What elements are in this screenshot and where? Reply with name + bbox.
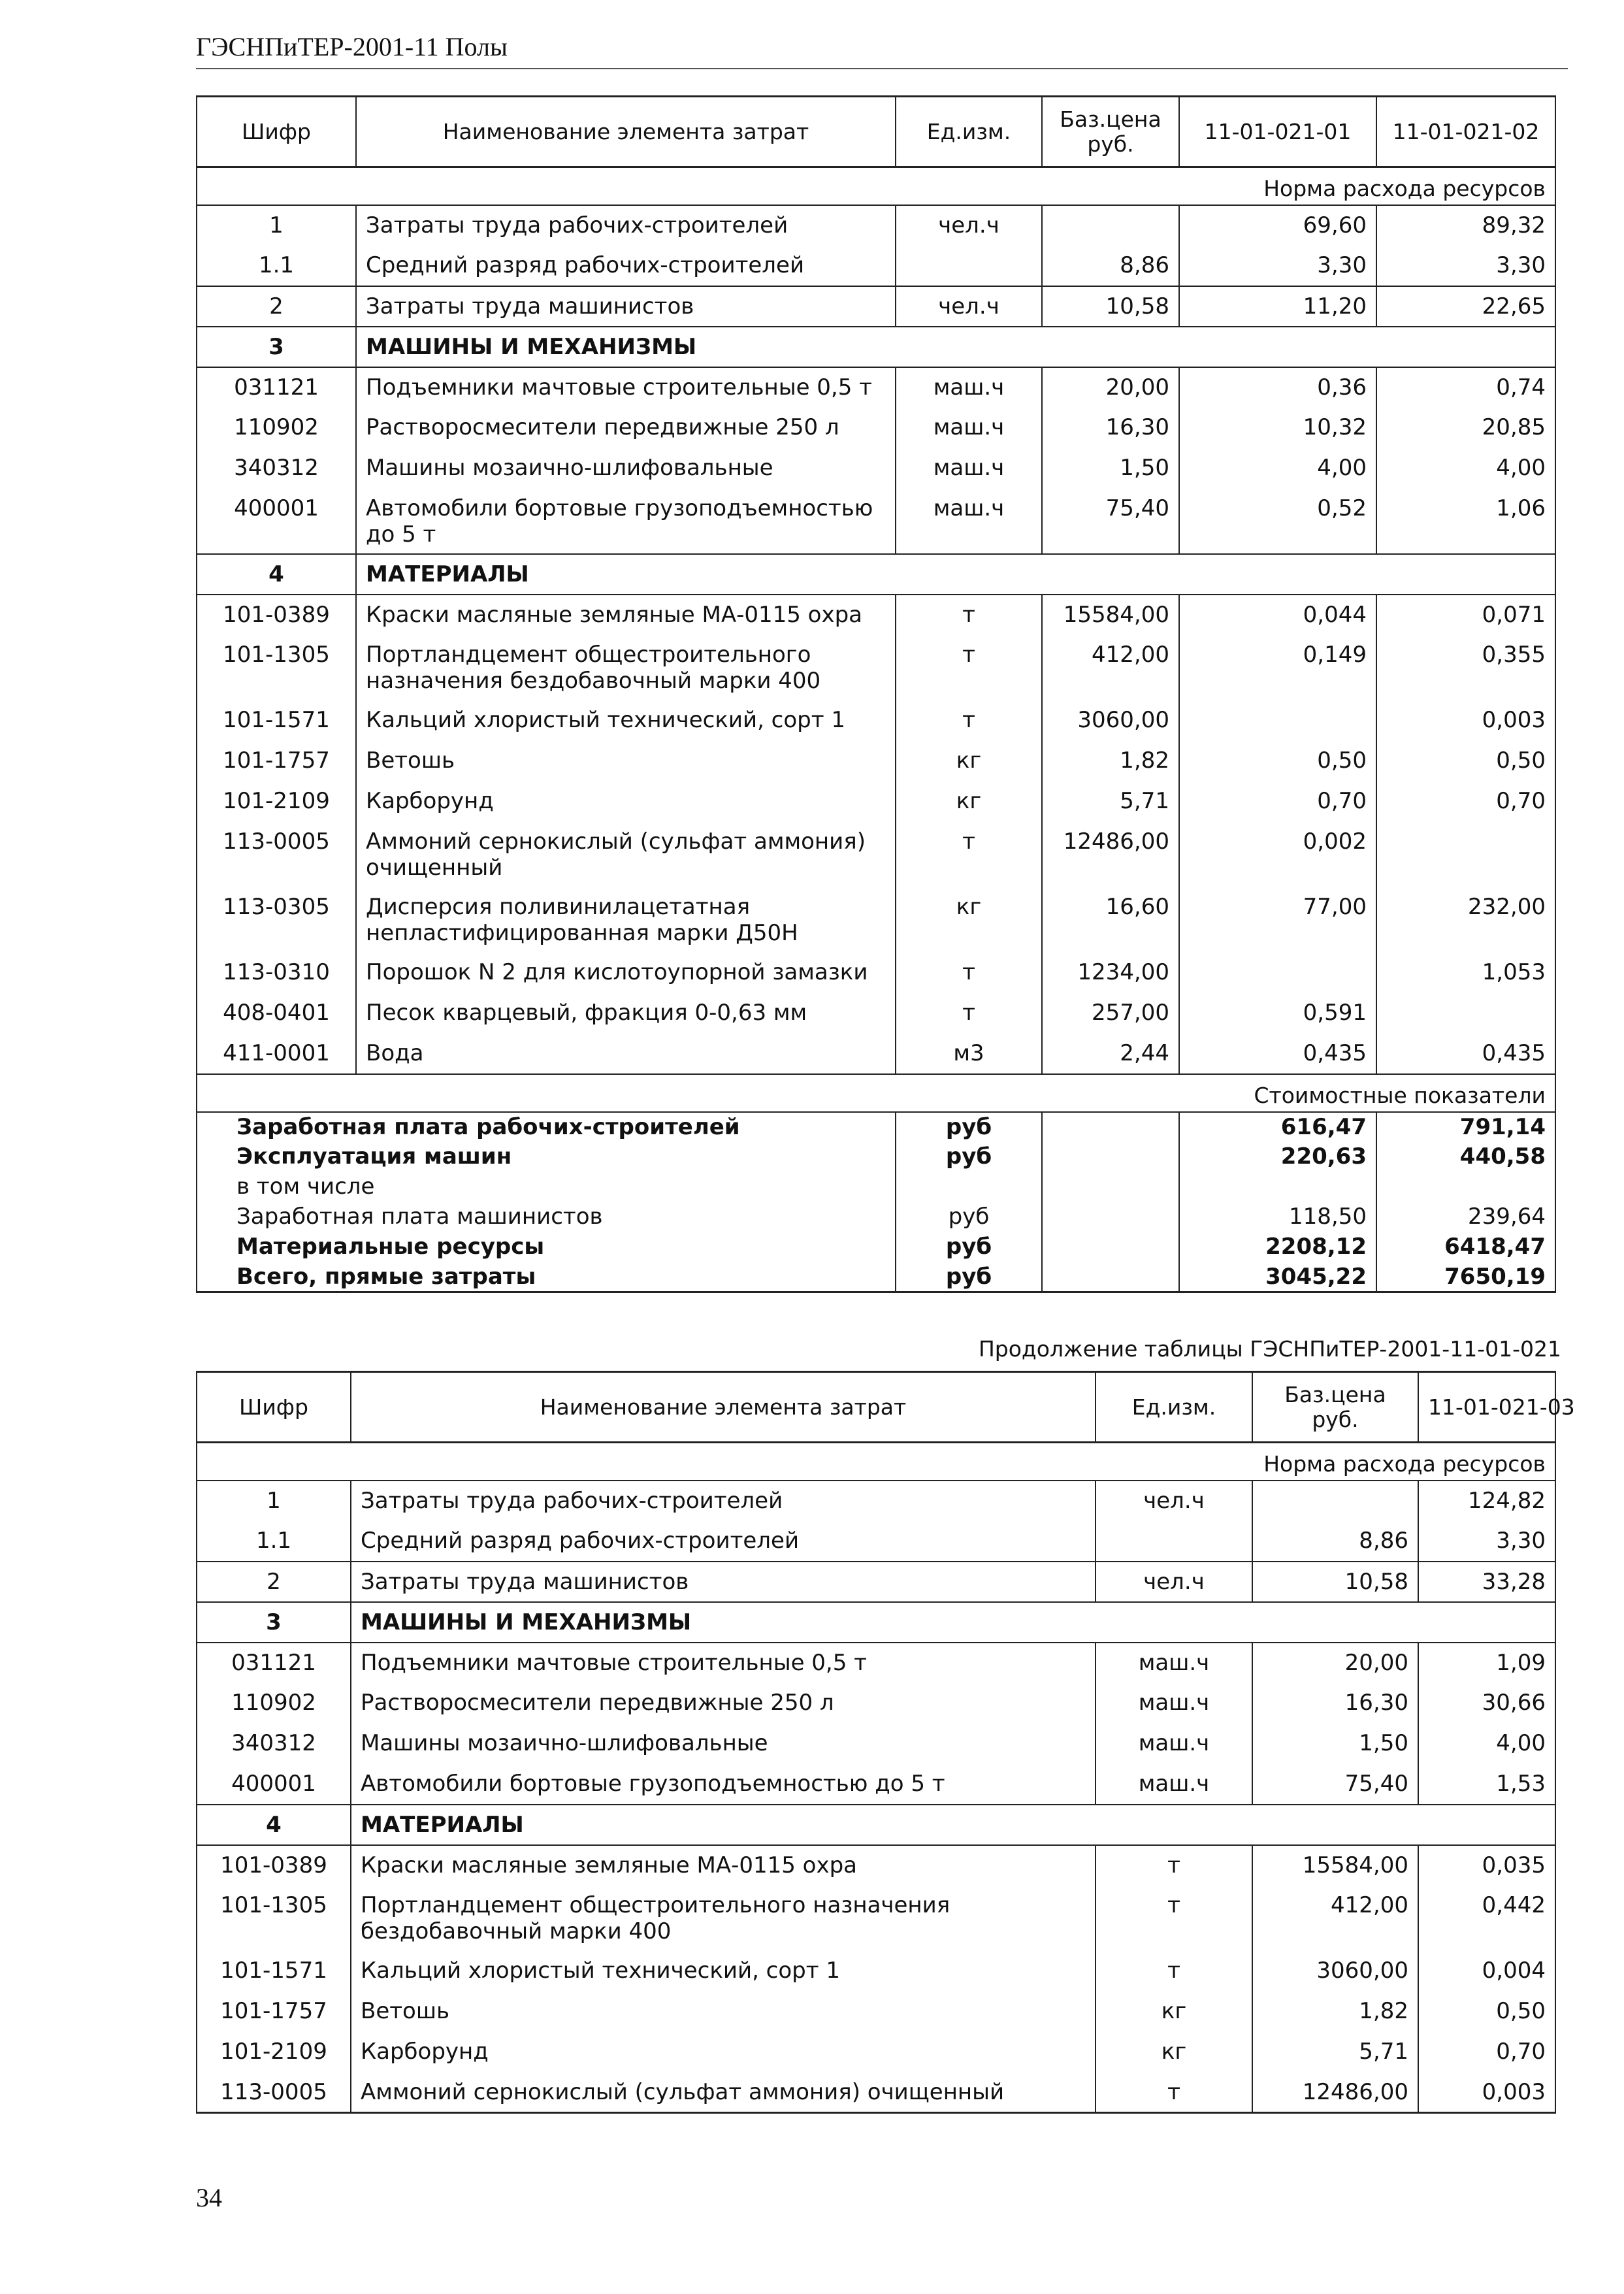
row-value-1: 0,003 bbox=[1418, 2073, 1555, 2113]
row-price bbox=[1042, 205, 1179, 246]
row-unit: кг bbox=[896, 741, 1042, 781]
row-code: 411-0001 bbox=[197, 1034, 356, 1074]
row-value-1: 77,00 bbox=[1179, 887, 1376, 953]
section-row bbox=[197, 1602, 1555, 1643]
row-price: 5,71 bbox=[1252, 2032, 1418, 2073]
col-unit-header: Ед.изм. bbox=[896, 97, 1042, 167]
col-name-header: Наименование элемента затрат bbox=[351, 1372, 1096, 1443]
row-code: 101-1757 bbox=[197, 741, 356, 781]
table-row bbox=[197, 953, 1555, 993]
row-code: 400001 bbox=[197, 1764, 351, 1805]
table-row bbox=[197, 1886, 1555, 1951]
row-unit: т bbox=[896, 993, 1042, 1034]
resource-table-1 bbox=[196, 95, 1556, 1293]
row-code: 2 bbox=[197, 286, 356, 327]
row-name: Песок кварцевый, фракция 0-0,63 мм bbox=[356, 993, 896, 1034]
row-value-2 bbox=[1376, 993, 1555, 1034]
total-price-empty bbox=[1042, 1142, 1179, 1172]
row-value-2: 89,32 bbox=[1376, 205, 1555, 246]
row-price: 8,86 bbox=[1042, 246, 1179, 286]
row-name: Дисперсия поливинилацетатная непластифицированная марки Д50Н bbox=[356, 887, 896, 953]
row-name: Аммоний сернокислый (сульфат аммония) очищенный bbox=[356, 822, 896, 887]
row-code: 340312 bbox=[197, 1724, 351, 1764]
row-code: 340312 bbox=[197, 448, 356, 489]
section-code: 4 bbox=[197, 1805, 351, 1845]
total-row bbox=[197, 1142, 1555, 1172]
row-unit: кг bbox=[896, 887, 1042, 953]
row-value-1: 0,52 bbox=[1179, 489, 1376, 554]
row-price: 75,40 bbox=[1252, 1764, 1418, 1805]
total-price-empty bbox=[1042, 1262, 1179, 1292]
col-price-header: Баз.цена руб. bbox=[1252, 1372, 1418, 1443]
row-code: 2 bbox=[197, 1562, 351, 1602]
row-value-1: 0,70 bbox=[1179, 781, 1376, 822]
section-code: 3 bbox=[197, 1602, 351, 1643]
section-code: 4 bbox=[197, 554, 356, 595]
row-name: Затраты труда машинистов bbox=[351, 1562, 1096, 1602]
page-number: 34 bbox=[196, 2183, 222, 2212]
table-row bbox=[197, 286, 1555, 327]
row-value-1: 3,30 bbox=[1179, 246, 1376, 286]
row-name: Подъемники мачтовые строительные 0,5 т bbox=[351, 1643, 1096, 1683]
section-title: МАТЕРИАЛЫ bbox=[351, 1805, 1555, 1845]
col-price-header: Баз.цена руб. bbox=[1042, 97, 1179, 167]
total-row bbox=[197, 1112, 1555, 1142]
row-code: 1.1 bbox=[197, 1521, 351, 1562]
norm-caption: Норма расхода ресурсов bbox=[197, 1443, 1555, 1481]
section-row bbox=[197, 327, 1555, 367]
row-value-1: 0,044 bbox=[1179, 595, 1376, 635]
table-row bbox=[197, 1764, 1555, 1805]
row-name: Растворосмесители передвижные 250 л bbox=[356, 408, 896, 448]
row-price: 3060,00 bbox=[1042, 700, 1179, 741]
cost-caption: Стоимостные показатели bbox=[197, 1074, 1555, 1112]
total-name: Материальные ресурсы bbox=[197, 1232, 896, 1262]
table-row bbox=[197, 781, 1555, 822]
row-value-1: 0,50 bbox=[1418, 1991, 1555, 2032]
continuation-caption: Продолжение таблицы ГЭСНПиТЕР-2001-11-01-021 bbox=[978, 1336, 1561, 1362]
row-price: 2,44 bbox=[1042, 1034, 1179, 1074]
row-code: 101-2109 bbox=[197, 2032, 351, 2073]
row-code: 113-0305 bbox=[197, 887, 356, 953]
header-rule bbox=[196, 68, 1568, 69]
norm-caption-row bbox=[197, 1443, 1555, 1481]
row-name: Затраты труда машинистов bbox=[356, 286, 896, 327]
row-unit: чел.ч bbox=[896, 205, 1042, 246]
total-value-1: 616,47 bbox=[1179, 1112, 1376, 1142]
section-title: МАШИНЫ И МЕХАНИЗМЫ bbox=[356, 327, 1555, 367]
row-name: Автомобили бортовые грузоподъемностью до 5 т bbox=[351, 1764, 1096, 1805]
row-unit: кг bbox=[1096, 1991, 1252, 2032]
row-value-2: 0,70 bbox=[1376, 781, 1555, 822]
total-unit bbox=[896, 1172, 1042, 1202]
section-title: МАШИНЫ И МЕХАНИЗМЫ bbox=[351, 1602, 1555, 1643]
row-name: Портландцемент общестроительного назначения бездобавочный марки 400 bbox=[351, 1886, 1096, 1951]
row-unit: т bbox=[896, 595, 1042, 635]
section-title: МАТЕРИАЛЫ bbox=[356, 554, 1555, 595]
row-name: Затраты труда рабочих-строителей bbox=[351, 1481, 1096, 1521]
row-name: Растворосмесители передвижные 250 л bbox=[351, 1683, 1096, 1724]
table-row bbox=[197, 2032, 1555, 2073]
row-value-1: 124,82 bbox=[1418, 1481, 1555, 1521]
total-price-empty bbox=[1042, 1202, 1179, 1232]
row-name: Портландцемент общестроительного назначения бездобавочный марки 400 bbox=[356, 635, 896, 700]
row-price: 412,00 bbox=[1252, 1886, 1418, 1951]
row-value-2: 0,50 bbox=[1376, 741, 1555, 781]
row-unit: т bbox=[896, 635, 1042, 700]
section-row bbox=[197, 1805, 1555, 1845]
row-code: 113-0005 bbox=[197, 2073, 351, 2113]
total-unit: руб bbox=[896, 1202, 1042, 1232]
row-value-2: 1,053 bbox=[1376, 953, 1555, 993]
row-price: 20,00 bbox=[1252, 1643, 1418, 1683]
running-header: ГЭСНПиТЕР-2001-11 Полы bbox=[196, 32, 508, 61]
total-value-1: 118,50 bbox=[1179, 1202, 1376, 1232]
row-value-1: 3,30 bbox=[1418, 1521, 1555, 1562]
row-value-2: 0,355 bbox=[1376, 635, 1555, 700]
row-unit: маш.ч bbox=[896, 367, 1042, 408]
row-unit: маш.ч bbox=[896, 489, 1042, 554]
row-value-1: 30,66 bbox=[1418, 1683, 1555, 1724]
table-row bbox=[197, 1481, 1555, 1521]
row-unit: м3 bbox=[896, 1034, 1042, 1074]
row-value-2: 0,071 bbox=[1376, 595, 1555, 635]
row-price: 10,58 bbox=[1042, 286, 1179, 327]
row-price: 1234,00 bbox=[1042, 953, 1179, 993]
total-value-1: 3045,22 bbox=[1179, 1262, 1376, 1292]
total-name: Эксплуатация машин bbox=[197, 1142, 896, 1172]
total-unit: руб bbox=[896, 1142, 1042, 1172]
row-value-1: 0,035 bbox=[1418, 1845, 1555, 1886]
row-value-1: 69,60 bbox=[1179, 205, 1376, 246]
row-name: Подъемники мачтовые строительные 0,5 т bbox=[356, 367, 896, 408]
row-name: Краски масляные земляные МА-0115 охра bbox=[356, 595, 896, 635]
row-value-2: 4,00 bbox=[1376, 448, 1555, 489]
row-price: 5,71 bbox=[1042, 781, 1179, 822]
row-unit: маш.ч bbox=[896, 408, 1042, 448]
row-value-1: 4,00 bbox=[1179, 448, 1376, 489]
table-row bbox=[197, 2073, 1555, 2113]
row-name: Затраты труда рабочих-строителей bbox=[356, 205, 896, 246]
total-row bbox=[197, 1202, 1555, 1232]
row-unit: т bbox=[1096, 1845, 1252, 1886]
total-value-2: 791,14 bbox=[1376, 1112, 1555, 1142]
table-header bbox=[197, 1372, 1555, 1443]
row-price: 75,40 bbox=[1042, 489, 1179, 554]
row-unit: чел.ч bbox=[896, 286, 1042, 327]
col-code1-header: 11-01-021-01 bbox=[1179, 97, 1376, 167]
row-code: 101-1305 bbox=[197, 1886, 351, 1951]
row-value-1: 4,00 bbox=[1418, 1724, 1555, 1764]
row-name: Вода bbox=[356, 1034, 896, 1074]
row-value-2 bbox=[1376, 822, 1555, 887]
total-price-empty bbox=[1042, 1112, 1179, 1142]
row-value-1: 1,09 bbox=[1418, 1643, 1555, 1683]
row-unit: маш.ч bbox=[1096, 1643, 1252, 1683]
row-unit bbox=[1096, 1521, 1252, 1562]
row-price: 12486,00 bbox=[1252, 2073, 1418, 2113]
row-value-2: 22,65 bbox=[1376, 286, 1555, 327]
row-name: Машины мозаично-шлифовальные bbox=[356, 448, 896, 489]
row-price: 16,60 bbox=[1042, 887, 1179, 953]
table-header bbox=[197, 97, 1555, 167]
table-row bbox=[197, 1724, 1555, 1764]
col-name-header: Наименование элемента затрат bbox=[356, 97, 896, 167]
table-row bbox=[197, 1683, 1555, 1724]
total-unit: руб bbox=[896, 1262, 1042, 1292]
total-name: Всего, прямые затраты bbox=[197, 1262, 896, 1292]
row-code: 101-0389 bbox=[197, 1845, 351, 1886]
row-value-1 bbox=[1179, 700, 1376, 741]
col-code1-header: 11-01-021-03 bbox=[1418, 1372, 1555, 1443]
table-row bbox=[197, 1521, 1555, 1562]
row-unit: т bbox=[896, 700, 1042, 741]
table-row bbox=[197, 448, 1555, 489]
row-code: 101-1571 bbox=[197, 700, 356, 741]
total-row bbox=[197, 1172, 1555, 1202]
table-row bbox=[197, 595, 1555, 635]
table-row bbox=[197, 367, 1555, 408]
row-code: 101-0389 bbox=[197, 595, 356, 635]
row-price: 1,50 bbox=[1252, 1724, 1418, 1764]
row-value-1: 33,28 bbox=[1418, 1562, 1555, 1602]
table-row bbox=[197, 887, 1555, 953]
total-unit: руб bbox=[896, 1112, 1042, 1142]
table-row bbox=[197, 489, 1555, 554]
row-code: 031121 bbox=[197, 367, 356, 408]
col-unit-header: Ед.изм. bbox=[1096, 1372, 1252, 1443]
table-row bbox=[197, 822, 1555, 887]
row-name: Карборунд bbox=[356, 781, 896, 822]
row-value-1: 0,004 bbox=[1418, 1951, 1555, 1991]
row-code: 101-1305 bbox=[197, 635, 356, 700]
row-price: 15584,00 bbox=[1042, 595, 1179, 635]
table-row bbox=[197, 246, 1555, 286]
row-value-2: 20,85 bbox=[1376, 408, 1555, 448]
row-unit: кг bbox=[1096, 2032, 1252, 2073]
total-price-empty bbox=[1042, 1172, 1179, 1202]
total-value-2 bbox=[1376, 1172, 1555, 1202]
row-name: Кальций хлористый технический, сорт 1 bbox=[356, 700, 896, 741]
total-value-2: 6418,47 bbox=[1376, 1232, 1555, 1262]
total-name: в том числе bbox=[197, 1172, 896, 1202]
row-unit: чел.ч bbox=[1096, 1562, 1252, 1602]
row-unit: маш.ч bbox=[1096, 1683, 1252, 1724]
row-code: 1 bbox=[197, 205, 356, 246]
total-value-2: 239,64 bbox=[1376, 1202, 1555, 1232]
row-price: 412,00 bbox=[1042, 635, 1179, 700]
table-row bbox=[197, 1951, 1555, 1991]
row-value-1: 11,20 bbox=[1179, 286, 1376, 327]
table-row bbox=[197, 993, 1555, 1034]
row-value-1: 1,53 bbox=[1418, 1764, 1555, 1805]
row-value-1: 0,50 bbox=[1179, 741, 1376, 781]
total-row bbox=[197, 1262, 1555, 1292]
row-name: Средний разряд рабочих-строителей bbox=[356, 246, 896, 286]
row-price: 8,86 bbox=[1252, 1521, 1418, 1562]
row-code: 110902 bbox=[197, 1683, 351, 1724]
row-value-1: 0,002 bbox=[1179, 822, 1376, 887]
table-row bbox=[197, 700, 1555, 741]
row-name: Машины мозаично-шлифовальные bbox=[351, 1724, 1096, 1764]
row-price: 1,82 bbox=[1252, 1991, 1418, 2032]
row-unit: маш.ч bbox=[1096, 1764, 1252, 1805]
table-row bbox=[197, 741, 1555, 781]
row-code: 1.1 bbox=[197, 246, 356, 286]
row-unit: т bbox=[1096, 1886, 1252, 1951]
row-unit: т bbox=[1096, 1951, 1252, 1991]
row-name: Средний разряд рабочих-строителей bbox=[351, 1521, 1096, 1562]
row-name: Ветошь bbox=[351, 1991, 1096, 2032]
row-value-1: 10,32 bbox=[1179, 408, 1376, 448]
section-row bbox=[197, 554, 1555, 595]
row-code: 400001 bbox=[197, 489, 356, 554]
row-name: Кальций хлористый технический, сорт 1 bbox=[351, 1951, 1096, 1991]
col-code2-header: 11-01-021-02 bbox=[1376, 97, 1555, 167]
row-value-1: 0,70 bbox=[1418, 2032, 1555, 2073]
row-code: 031121 bbox=[197, 1643, 351, 1683]
row-value-2: 1,06 bbox=[1376, 489, 1555, 554]
col-code-header: Шифр bbox=[197, 97, 356, 167]
total-name: Заработная плата рабочих-строителей bbox=[197, 1112, 896, 1142]
row-value-1: 0,435 bbox=[1179, 1034, 1376, 1074]
row-price: 16,30 bbox=[1042, 408, 1179, 448]
row-code: 101-1571 bbox=[197, 1951, 351, 1991]
row-code: 408-0401 bbox=[197, 993, 356, 1034]
row-unit: т bbox=[896, 953, 1042, 993]
row-code: 113-0005 bbox=[197, 822, 356, 887]
total-name: Заработная плата машинистов bbox=[197, 1202, 896, 1232]
row-price: 20,00 bbox=[1042, 367, 1179, 408]
row-price bbox=[1252, 1481, 1418, 1521]
row-code: 1 bbox=[197, 1481, 351, 1521]
row-unit bbox=[896, 246, 1042, 286]
row-value-1 bbox=[1179, 953, 1376, 993]
row-price: 15584,00 bbox=[1252, 1845, 1418, 1886]
total-unit: руб bbox=[896, 1232, 1042, 1262]
table-row bbox=[197, 1034, 1555, 1074]
row-name: Ветошь bbox=[356, 741, 896, 781]
total-value-2: 440,58 bbox=[1376, 1142, 1555, 1172]
row-unit: маш.ч bbox=[896, 448, 1042, 489]
row-price: 1,82 bbox=[1042, 741, 1179, 781]
total-price-empty bbox=[1042, 1232, 1179, 1262]
row-value-2: 0,003 bbox=[1376, 700, 1555, 741]
table-row bbox=[197, 408, 1555, 448]
row-price: 12486,00 bbox=[1042, 822, 1179, 887]
row-price: 257,00 bbox=[1042, 993, 1179, 1034]
table-row bbox=[197, 1562, 1555, 1602]
row-name: Краски масляные земляные МА-0115 охра bbox=[351, 1845, 1096, 1886]
row-price: 16,30 bbox=[1252, 1683, 1418, 1724]
row-code: 110902 bbox=[197, 408, 356, 448]
total-row bbox=[197, 1232, 1555, 1262]
table-row bbox=[197, 1643, 1555, 1683]
row-value-2: 0,74 bbox=[1376, 367, 1555, 408]
total-value-1 bbox=[1179, 1172, 1376, 1202]
row-value-1: 0,591 bbox=[1179, 993, 1376, 1034]
table-row bbox=[197, 1991, 1555, 2032]
row-unit: т bbox=[1096, 2073, 1252, 2113]
table-row bbox=[197, 1845, 1555, 1886]
row-value-1: 0,36 bbox=[1179, 367, 1376, 408]
row-price: 10,58 bbox=[1252, 1562, 1418, 1602]
row-value-1: 0,149 bbox=[1179, 635, 1376, 700]
section-code: 3 bbox=[197, 327, 356, 367]
norm-caption: Норма расхода ресурсов bbox=[197, 167, 1555, 205]
row-name: Автомобили бортовые грузоподъемностью до 5 т bbox=[356, 489, 896, 554]
table-row bbox=[197, 205, 1555, 246]
row-value-2: 3,30 bbox=[1376, 246, 1555, 286]
total-value-1: 2208,12 bbox=[1179, 1232, 1376, 1262]
row-unit: чел.ч bbox=[1096, 1481, 1252, 1521]
norm-caption-row bbox=[197, 167, 1555, 205]
total-value-2: 7650,19 bbox=[1376, 1262, 1555, 1292]
row-value-1: 0,442 bbox=[1418, 1886, 1555, 1951]
total-value-1: 220,63 bbox=[1179, 1142, 1376, 1172]
row-code: 101-2109 bbox=[197, 781, 356, 822]
row-name: Аммоний сернокислый (сульфат аммония) очищенный bbox=[351, 2073, 1096, 2113]
cost-caption-row bbox=[197, 1074, 1555, 1112]
row-value-2: 232,00 bbox=[1376, 887, 1555, 953]
resource-table-2 bbox=[196, 1371, 1575, 2114]
table-row bbox=[197, 635, 1555, 700]
row-price: 3060,00 bbox=[1252, 1951, 1418, 1991]
row-price: 1,50 bbox=[1042, 448, 1179, 489]
row-value-2: 0,435 bbox=[1376, 1034, 1555, 1074]
row-unit: кг bbox=[896, 781, 1042, 822]
row-unit: маш.ч bbox=[1096, 1724, 1252, 1764]
col-code-header: Шифр bbox=[197, 1372, 351, 1443]
row-name: Порошок N 2 для кислотоупорной замазки bbox=[356, 953, 896, 993]
row-name: Карборунд bbox=[351, 2032, 1096, 2073]
row-code: 113-0310 bbox=[197, 953, 356, 993]
row-unit: т bbox=[896, 822, 1042, 887]
row-code: 101-1757 bbox=[197, 1991, 351, 2032]
